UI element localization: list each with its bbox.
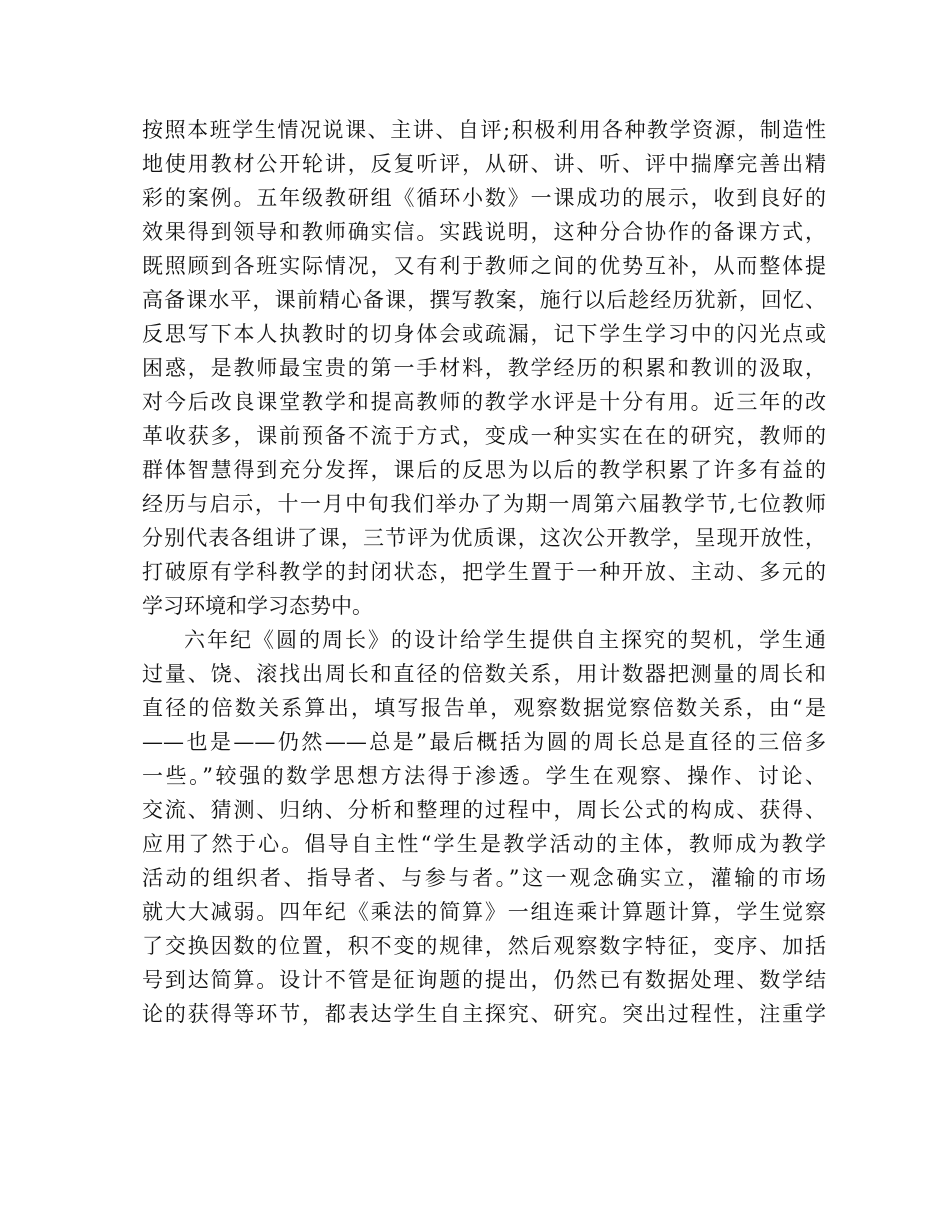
text-line: 论的获得等环节，都表达学生自主探究、研究。突出过程性，注重学: [142, 1002, 826, 1026]
text-line: 革收获多，课前预备不流于方式，变成一种实实在在的研究，教师的: [142, 424, 826, 448]
text-line: 反思写下本人执教时的切身体会或疏漏，记下学生学习中的闪光点或: [142, 322, 826, 346]
text-line: 分别代表各组讲了课，三节评为优质课，这次公开教学，呈现开放性，: [142, 526, 826, 550]
text-line: 号到达简算。设计不管是征询题的提出，仍然已有数据处理、数学结: [142, 968, 826, 992]
text-line: 经历与启示，十一月中旬我们举办了为期一周第六届教学节,七位教师: [142, 492, 826, 516]
text-line: 按照本班学生情况说课、主讲、自评;积极利用各种教学资源，制造性: [142, 118, 826, 142]
text-line: 打破原有学科教学的封闭状态，把学生置于一种开放、主动、多元的: [142, 560, 826, 584]
text-line: 对今后改良课堂教学和提高教师的教学水评是十分有用。近三年的改: [142, 390, 826, 414]
text-line: ——也是——仍然——总是”最后概括为圆的周长总是直径的三倍多: [142, 730, 826, 754]
text-line: 就大大减弱。四年纪《乘法的简算》一组连乘计算题计算，学生觉察: [142, 900, 826, 924]
text-line: 高备课水平，课前精心备课，撰写教案，施行以后趁经历犹新，回忆、: [142, 288, 826, 312]
body-text: [142, 113, 826, 1031]
text-line: 过量、饶、滚找出周长和直径的倍数关系，用计数器把测量的周长和: [142, 662, 826, 686]
text-line: 了交换因数的位置，积不变的规律，然后观察数字特征，变序、加括: [142, 934, 826, 958]
text-line: 应用了然于心。倡导自主性“学生是教学活动的主体，教师成为教学: [142, 832, 826, 856]
text-line: 地使用教材公开轮讲，反复听评，从研、讲、听、评中揣摩完善出精: [142, 152, 826, 176]
text-line: 困惑，是教师最宝贵的第一手材料，教学经历的积累和教训的汲取，: [142, 356, 826, 380]
text-line: 活动的组织者、指导者、与参与者。”这一观念确实立，灌输的市场: [142, 866, 826, 890]
paragraph-end-line: 学习环境和学习态势中。: [142, 594, 373, 618]
text-line: 既照顾到各班实际情况，又有利于教师之间的优势互补，从而整体提: [142, 254, 826, 278]
text-line: 直径的倍数关系算出，填写报告单，观察数据觉察倍数关系，由“是: [142, 696, 826, 720]
text-line: 交流、猜测、归纳、分析和整理的过程中，周长公式的构成、获得、: [142, 798, 826, 822]
text-line: 彩的案例。五年级教研组《循环小数》一课成功的展示，收到良好的: [142, 186, 826, 210]
paragraph-start-line: 六年纪《圆的周长》的设计给学生提供自主探究的契机，学生通: [184, 628, 826, 652]
text-line: 效果得到领导和教师确实信。实践说明，这种分合协作的备课方式，: [142, 220, 826, 244]
text-line: 群体智慧得到充分发挥，课后的反思为以后的教学积累了许多有益的: [142, 458, 826, 482]
text-line: 一些。”较强的数学思想方法得于渗透。学生在观察、操作、讨论、: [142, 764, 826, 788]
